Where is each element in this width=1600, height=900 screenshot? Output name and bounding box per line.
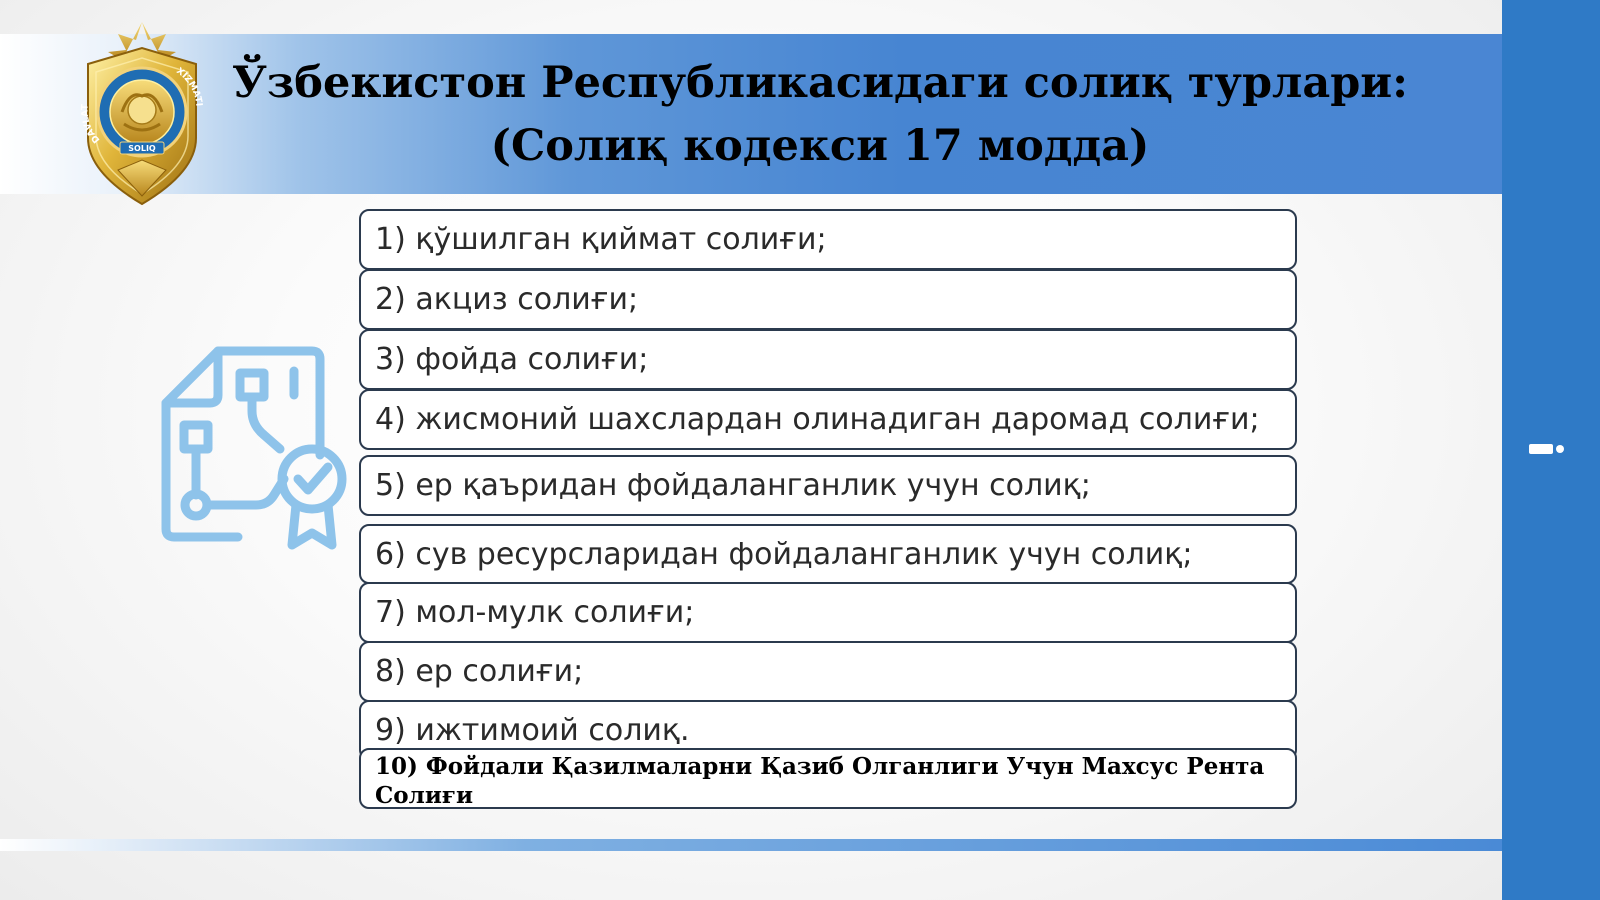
tax-item-label: 2) акциз солиғи; [375, 282, 639, 317]
tax-service-emblem-icon [78, 20, 206, 206]
emblem-text-left: DAVLAT [80, 103, 103, 145]
tax-item-label: 7) мол-мулк солиғи; [375, 595, 695, 630]
tax-item-label: 9) ижтимоий солиқ. [375, 712, 690, 748]
bottom-band [0, 839, 1502, 851]
tax-item-label: 8) ер солиғи; [375, 654, 584, 689]
tax-item-label: 1) қўшилган қиймат солиғи; [375, 222, 827, 257]
tax-item-8 [359, 641, 1297, 702]
emblem-text-right: XIZMATI [174, 66, 204, 107]
title-line-2: (Солиқ кодекси 17 модда) [490, 121, 1150, 171]
tax-item-label: 6) сув ресурсларидан фойдаланганлик учун солиқ; [375, 536, 1193, 572]
tax-item-label: 5) ер қаъридан фойдаланганлик учун солиқ; [375, 468, 1091, 503]
page-title [230, 52, 1410, 178]
tax-item-label: 3) фойда солиғи; [375, 342, 649, 377]
title-line-1: Ўзбекистон Республикасидаги солиқ турлари: [231, 58, 1409, 108]
tax-item-6 [359, 524, 1297, 584]
certified-document-icon [160, 345, 352, 555]
tax-item-label: 4) жисмоний шахслардан олинадиган даромад солиғи; [375, 402, 1260, 437]
tax-item-label: 10) Фойдали Қазилмаларни Қазиб Олганлиги Учун Махсус Рента Солиғи [375, 753, 1265, 809]
emblem-text-center: SOLIQ [128, 144, 156, 153]
tax-item-4 [359, 389, 1297, 450]
tax-item-5 [359, 455, 1297, 516]
tax-item-3 [359, 329, 1297, 390]
tax-item-10 [359, 748, 1297, 809]
side-marker-icon [1529, 444, 1563, 454]
tax-item-2 [359, 269, 1297, 330]
tax-item-1 [359, 209, 1297, 270]
tax-item-7 [359, 582, 1297, 643]
